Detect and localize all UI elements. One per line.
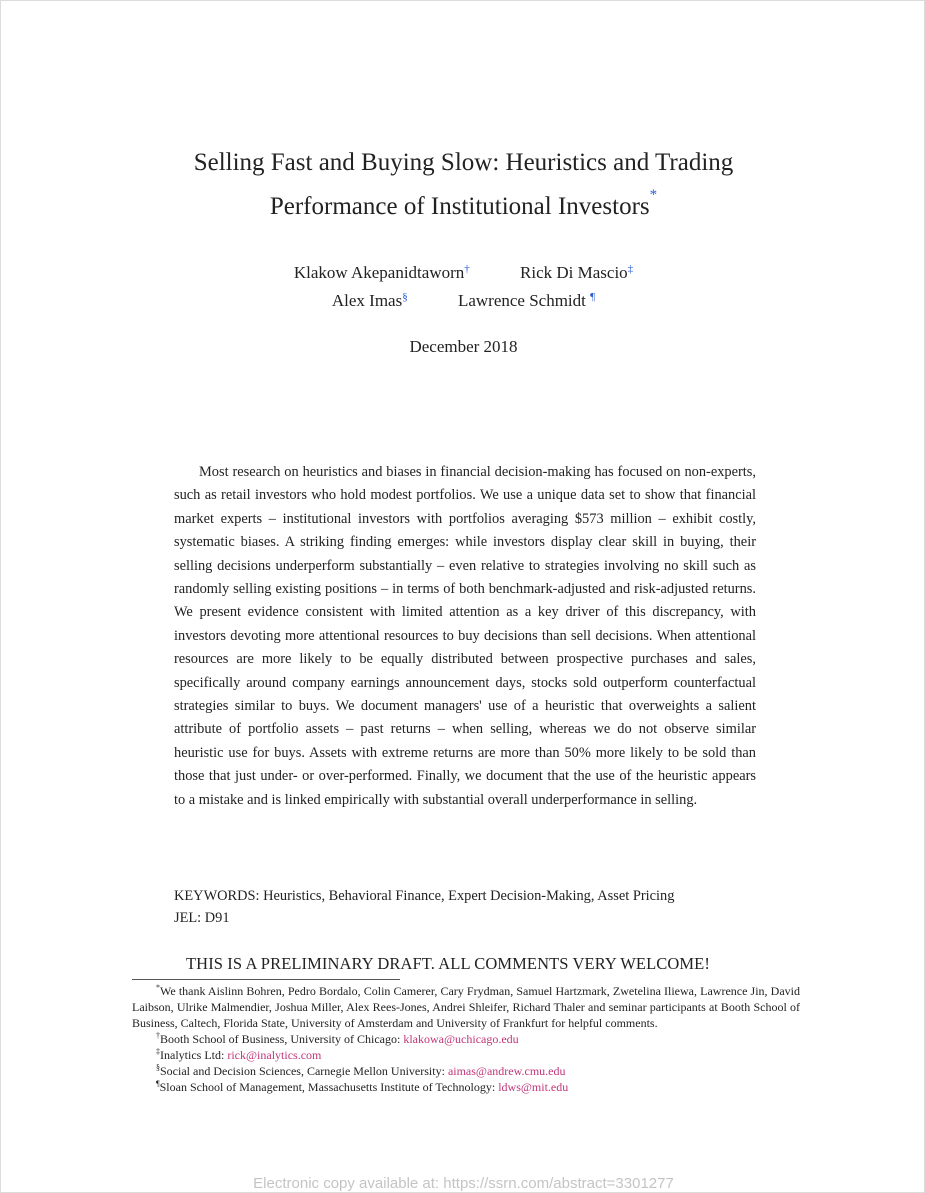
abstract: Most research on heuristics and biases in financial decision-making has focused on non-experts, such as retail investors who hold modest portfolios. We use a unique data set to show that financial market experts – institutional investors with portfolios averaging $573 million – exhibit costly, systematic biases. A striking finding emerges: while investors display clear skill in buying, their selling decisions underperform substantially – even relative to strategies involving no skill such as randomly selling existing positions – in terms of both benchmark-adjusted and risk-adjusted returns. We present evidence consistent with limited attention as a key driver of this discrepancy, with investors devoting more attentional resources to buy decisions than sell decisions. When attentional resources are more likely to be equally distributed between prospective purchases and sales, specifically around company earnings announcement days, stocks sold outperform counterfactual strategies similar to buys. We document managers' use of a heuristic that overweights a salient attribute of portfolio assets – past returns – when selling, whereas we do not observe similar heuristic use for buys. Assets with extreme returns are more than 50% more likely to be sold than those that just under- or over-performed. Finally, we document that the use of the heuristic appears to a mistake and is linked empirically with substantial overall underperformance in selling. <box>174 464 756 808</box>
footnote-divider <box>132 979 400 980</box>
footnote-affiliation: ¶Sloan School of Management, Massachusetts Institute of Technology: ldws@mit.edu <box>156 1079 569 1094</box>
paper-title <box>121 141 806 229</box>
author-footnote-mark[interactable]: † <box>464 263 470 275</box>
draft-notice: THIS IS A PRELIMINARY DRAFT. ALL COMMENTS VERY WELCOME! <box>186 954 710 973</box>
title-line-2: Performance of Institutional Investors <box>269 193 650 220</box>
title-footnote-mark[interactable]: * <box>649 187 658 203</box>
footnote-thanks: *We thank Aislinn Bohren, Pedro Bordalo, Colin Camerer, Cary Frydman, Samuel Hartzmark, Zwetelina Iliewa, Lawrence Jin, David Laibson, Ulrike Malmendier, Joshua Miller, Alex Rees-Jones, Andrei Shleifer, Richard Thaler and seminar participants at Booth School of Business, Caltech, Florida State, University of Amsterdam and University of Frankfurt for helpful comments. <box>132 983 800 1030</box>
author: Rick Di Mascio‡ <box>520 263 634 282</box>
email-link[interactable]: ldws@mit.edu <box>498 1080 569 1094</box>
keywords: KEYWORDS: Heuristics, Behavioral Finance, Expert Decision-Making, Asset Pricing <box>174 888 675 904</box>
paper-date: December 2018 <box>409 337 518 356</box>
keywords-block <box>174 885 674 929</box>
footnote-mark: * <box>156 983 160 992</box>
author-footnote-mark[interactable]: ‡ <box>627 263 634 275</box>
footnote-affiliation: ‡Inalytics Ltd: rick@inalytics.com <box>156 1047 322 1062</box>
footnote-mark: § <box>156 1063 160 1072</box>
footnote-affiliation: §Social and Decision Sciences, Carnegie Mellon University: aimas@andrew.cmu.edu <box>156 1063 566 1078</box>
jel-code: JEL: D91 <box>174 910 230 926</box>
author: Klakow Akepanidtaworn† <box>293 263 470 282</box>
author: Alex Imas§ <box>331 291 408 310</box>
email-link[interactable]: aimas@andrew.cmu.edu <box>447 1064 566 1078</box>
footnote-mark: † <box>156 1031 160 1040</box>
author-footnote-mark[interactable]: § <box>402 291 408 303</box>
email-link[interactable]: rick@inalytics.com <box>227 1048 322 1062</box>
ssrn-watermark: Electronic copy available at: https://ssrn.com/abstract=3301277 <box>253 1175 674 1192</box>
authors-row-2 <box>1 291 925 311</box>
author-footnote-mark[interactable]: ¶ <box>590 291 596 303</box>
title-line-1: Selling Fast and Buying Slow: Heuristics and Trading <box>193 149 734 176</box>
footnote-affiliation: †Booth School of Business, University of Chicago: klakowa@uchicago.edu <box>156 1031 519 1046</box>
footnotes <box>132 983 800 1095</box>
footnote-mark: ‡ <box>156 1047 160 1056</box>
footnote-mark: ¶ <box>156 1079 160 1088</box>
author: Lawrence Schmidt ¶ <box>457 291 596 310</box>
email-link[interactable]: klakowa@uchicago.edu <box>403 1032 519 1046</box>
authors-row-1 <box>1 263 925 283</box>
